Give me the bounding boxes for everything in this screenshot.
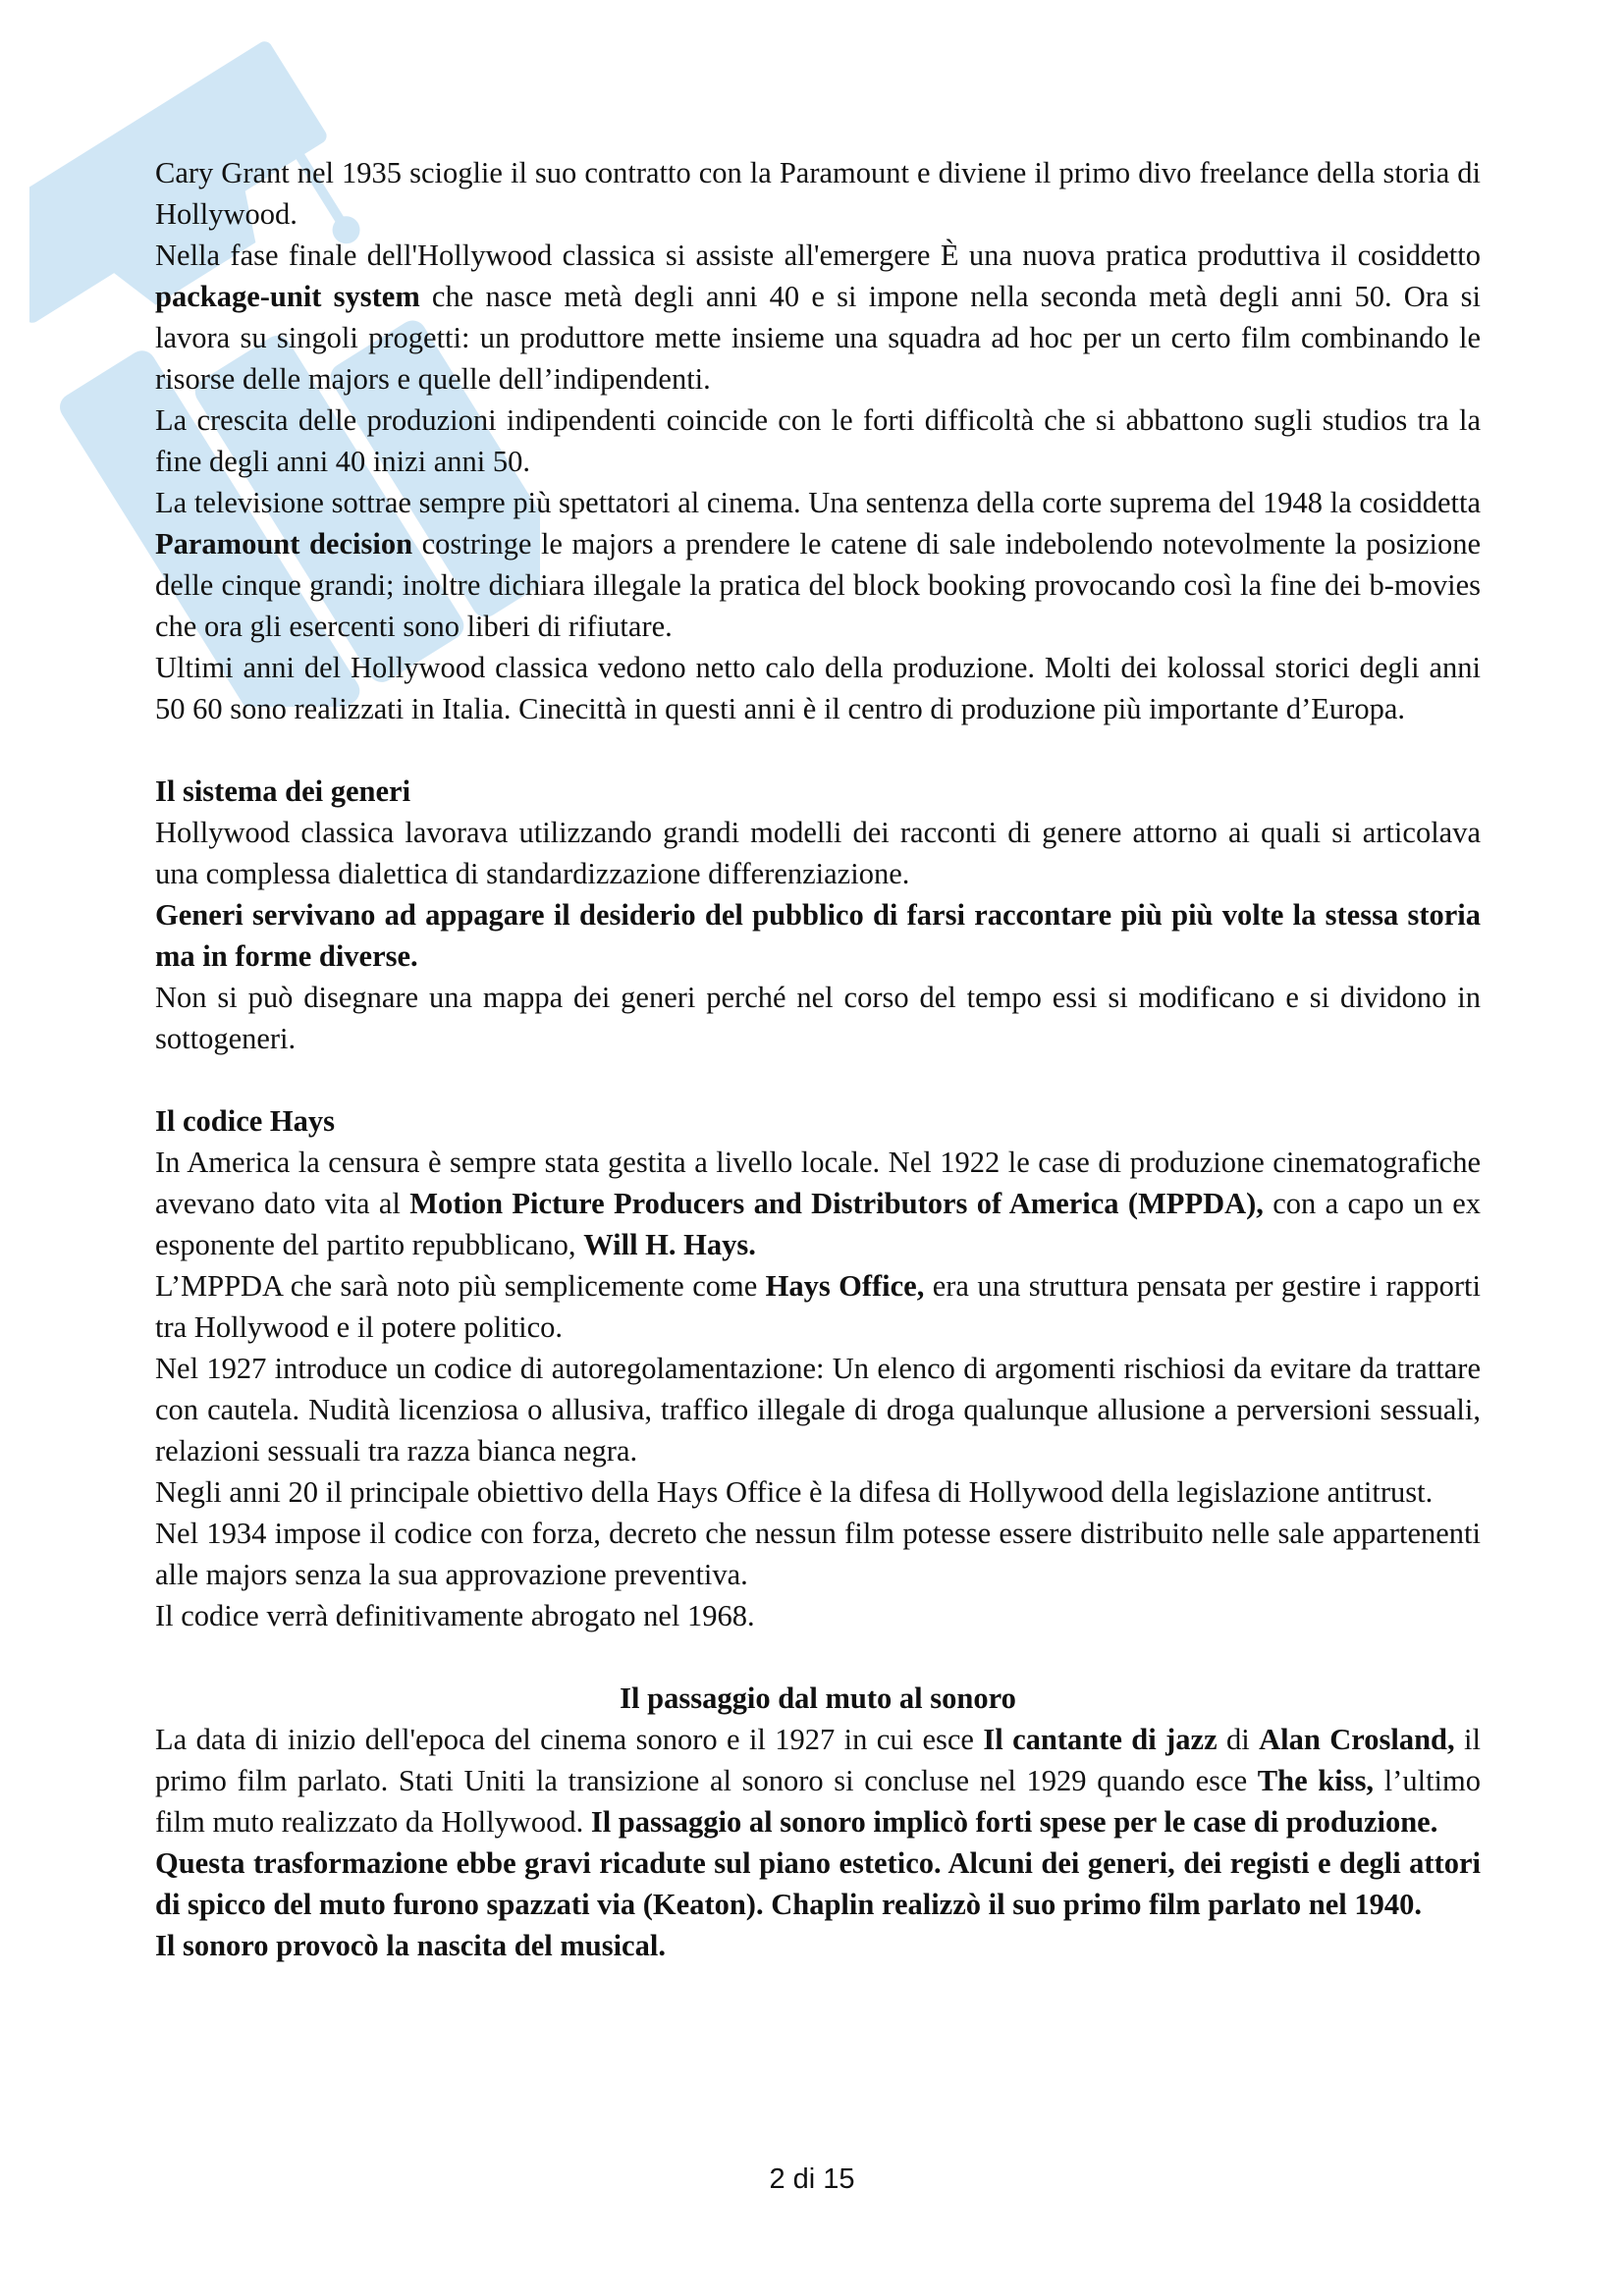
paragraph-code-1934: Nel 1934 impose il codice con forza, decreto che nessun film potesse essere distribuito nelle sale appartenenti alle majors senza la sua approvazione preventiva. — [155, 1517, 1481, 1591]
paragraph-independent-productions: La crescita delle produzioni indipendenti coincide con le forti difficoltà che si abbattono sugli studios tra la fine degli anni 40 inizi anni 50. — [155, 403, 1481, 478]
paragraph-musical: Il sonoro provocò la nascita del musical. — [155, 1929, 666, 1962]
paragraph-hays-office: L’MPPDA che sarà noto più semplicemente come Hays Office, era una struttura pensata per gestire i rapporti tra Hollywood e il potere politico. — [155, 1269, 1481, 1344]
paragraph-code-1927: Nel 1927 introduce un codice di autoregolamentazione: Un elenco di argomenti rischiosi da evitare da trattare con cautela. Nudità licenziosa o allusiva, traffico illegale di droga qualunque allusione a perversioni sessuali, relazioni sessuali tra razza bianca negra. — [155, 1352, 1481, 1468]
paragraph-paramount-decision: La televisione sottrae sempre più spettatori al cinema. Una sentenza della corte suprema del 1948 la cosiddetta Paramount decision costringe le majors a prendere le catene di sale indebolendo notevolmente la posizione delle cinque grandi; inoltre dichiara illegale la pratica del block booking provocando così la fine dei b-movies che ora gli esercenti sono liberi di rifiutare. — [155, 486, 1481, 643]
paragraph-genre-map: Non si può disegnare una mappa dei generi perché nel corso del tempo essi si modificano e si dividono in sottogeneri. — [155, 981, 1481, 1055]
paragraph-package-unit: Nella fase finale dell'Hollywood classica si assiste all'emergere È una nuova pratica produttiva il cosiddetto package-unit system che nasce metà degli anni 40 e si impone nella seconda metà degli anni 50. Ora si lavora su singoli progetti: un produttore mette insieme una squadra ad hoc per un certo film combinando le risorse delle majors e quelle dell’indipendenti. — [155, 239, 1482, 396]
paragraph-censorship: In America la censura è sempre stata gestita a livello locale. Nel 1922 le case di produzione cinematografiche avevano dato vita al Motion Picture Producers and Distributors of America (MPPDA), con a capo un ex esponente del partito repubblicano, Will H. Hays. — [155, 1146, 1481, 1261]
document-body — [155, 152, 1481, 1966]
paragraph-genre-purpose: Generi servivano ad appagare il desiderio del pubblico di farsi raccontare più più volte la stessa storia ma in forme diverse. — [155, 898, 1481, 973]
page-number: 2 di 15 — [769, 2163, 855, 2195]
paragraph-genre-models: Hollywood classica lavorava utilizzando grandi modelli dei racconti di genere attorno ai quali si articolava una complessa dialettica di standardizzazione differenziazione. — [155, 816, 1481, 890]
paragraph-last-years: Ultimi anni del Hollywood classica vedono netto calo della produzione. Molti dei kolossal storici degli anni 50 60 sono realizzati in Italia. Cinecittà in questi anni è il centro di produzione più importante d’Europa. — [155, 651, 1481, 725]
paragraph-antitrust: Negli anni 20 il principale obiettivo della Hays Office è la difesa di Hollywood della legislazione antitrust. — [155, 1475, 1434, 1509]
paragraph-aesthetic-consequences: Questa trasformazione ebbe gravi ricadute sul piano estetico. Alcuni dei generi, dei registi e degli attori di spicco del muto furono spazzati via (Keaton). Chaplin realizzò il suo primo film parlato nel 1940. — [155, 1846, 1481, 1921]
section-heading-hays: Il codice Hays — [155, 1104, 335, 1138]
paragraph-sound-era: La data di inizio dell'epoca del cinema sonoro e il 1927 in cui esce Il cantante di jazz di Alan Crosland, il primo film parlato. Stati Uniti la transizione al sonoro si concluse nel 1929 quando esce The kiss, l’ultimo film muto realizzato da Hollywood. Il passaggio al sonoro implicò forti spese per le case di produzione. — [155, 1723, 1481, 1839]
paragraph-cary-grant: Cary Grant nel 1935 scioglie il suo contratto con la Paramount e diviene il primo divo freelance della storia di Hollywood. — [155, 156, 1481, 231]
section-heading-sonoro: Il passaggio dal muto al sonoro — [620, 1682, 1016, 1715]
paragraph-code-abrogated: Il codice verrà definitivamente abrogato nel 1968. — [155, 1599, 755, 1632]
section-heading-generi: Il sistema dei generi — [155, 774, 411, 808]
